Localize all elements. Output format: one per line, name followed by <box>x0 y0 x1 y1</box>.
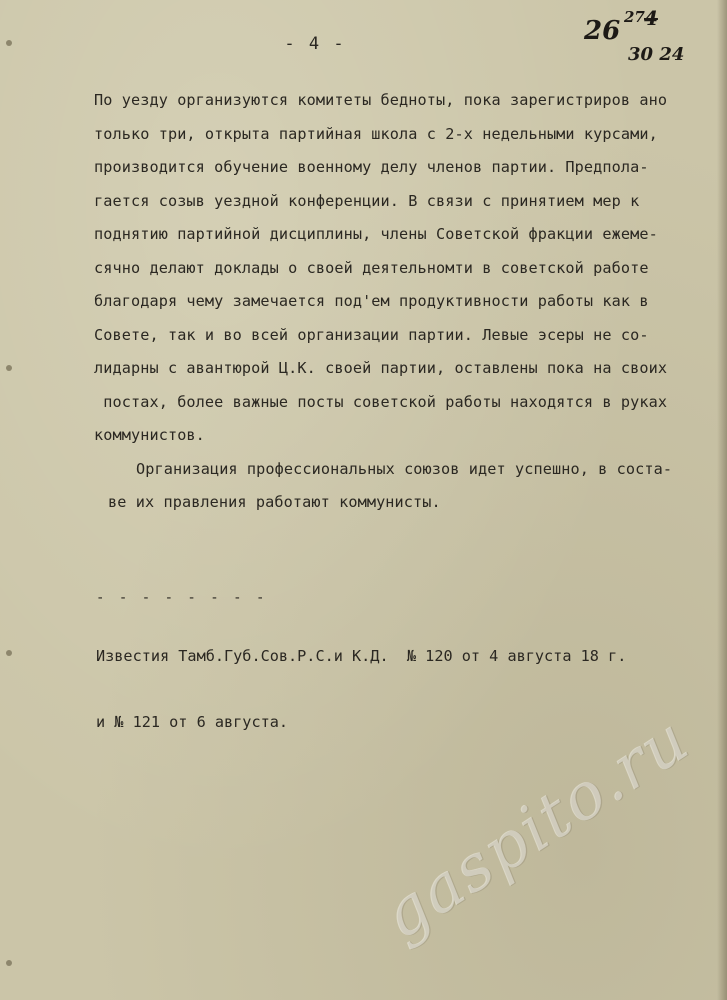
paragraph-line: поднятию партийной дисциплины, члены Советской фракции ежеме- <box>94 225 658 243</box>
archive-mark-superscript: 27 <box>624 8 645 26</box>
handwritten-archive-numbers <box>584 6 704 68</box>
binding-hole <box>6 650 12 656</box>
paragraph-line: коммунистов. <box>94 426 205 444</box>
source-line: Известия Тамб.Губ.Сов.Р.С.и К.Д. № 120 от 4 августа 18 г. <box>96 647 627 665</box>
paragraph-line: только три, открыта партийная школа с 2-х недельными курсами, <box>94 124 658 143</box>
typewritten-body <box>94 84 720 520</box>
site-watermark: gaspito.ru <box>369 702 703 954</box>
paragraph-line: Организация профессиональных союзов идет успешно, в соста- <box>136 459 673 478</box>
archive-mark-lower: 30 24 <box>628 44 685 65</box>
separator-line: - - - - - - - - <box>96 590 268 606</box>
paragraph-line: благодаря чему замечается под'ем продуктивности работы как в <box>94 292 649 310</box>
binding-hole <box>6 40 12 46</box>
archive-mark-main: 26 <box>584 16 621 46</box>
paragraph-line: сячно делают доклады о своей деятельномти в советской работе <box>94 258 649 277</box>
source-line: и № 121 от 6 августа. <box>96 713 289 731</box>
paragraph-line: Совете, так и во всей организации партии. Левые эсеры не со- <box>94 325 649 344</box>
paragraph-line: постах, более важные посты советской работы находятся в руках <box>94 392 668 411</box>
archive-mark-crossed: 4 <box>644 6 658 30</box>
paragraph-line: гается созыв уездной конференции. В связи с принятием мер к <box>94 191 640 210</box>
binding-hole <box>6 365 12 371</box>
paragraph-line: лидарны с авантюрой Ц.К. своей партии, оставлены пока на своих <box>94 359 668 377</box>
binding-hole <box>6 960 12 966</box>
paragraph-line: По уезду организуются комитеты бедноты, пока зарегистриров ано <box>94 91 668 109</box>
paragraph-line: производится обучение военному делу членов партии. Предпола- <box>94 158 649 176</box>
paragraph-line: ве их правления работают коммунисты. <box>108 493 441 511</box>
page-number: - 4 - <box>284 34 346 54</box>
